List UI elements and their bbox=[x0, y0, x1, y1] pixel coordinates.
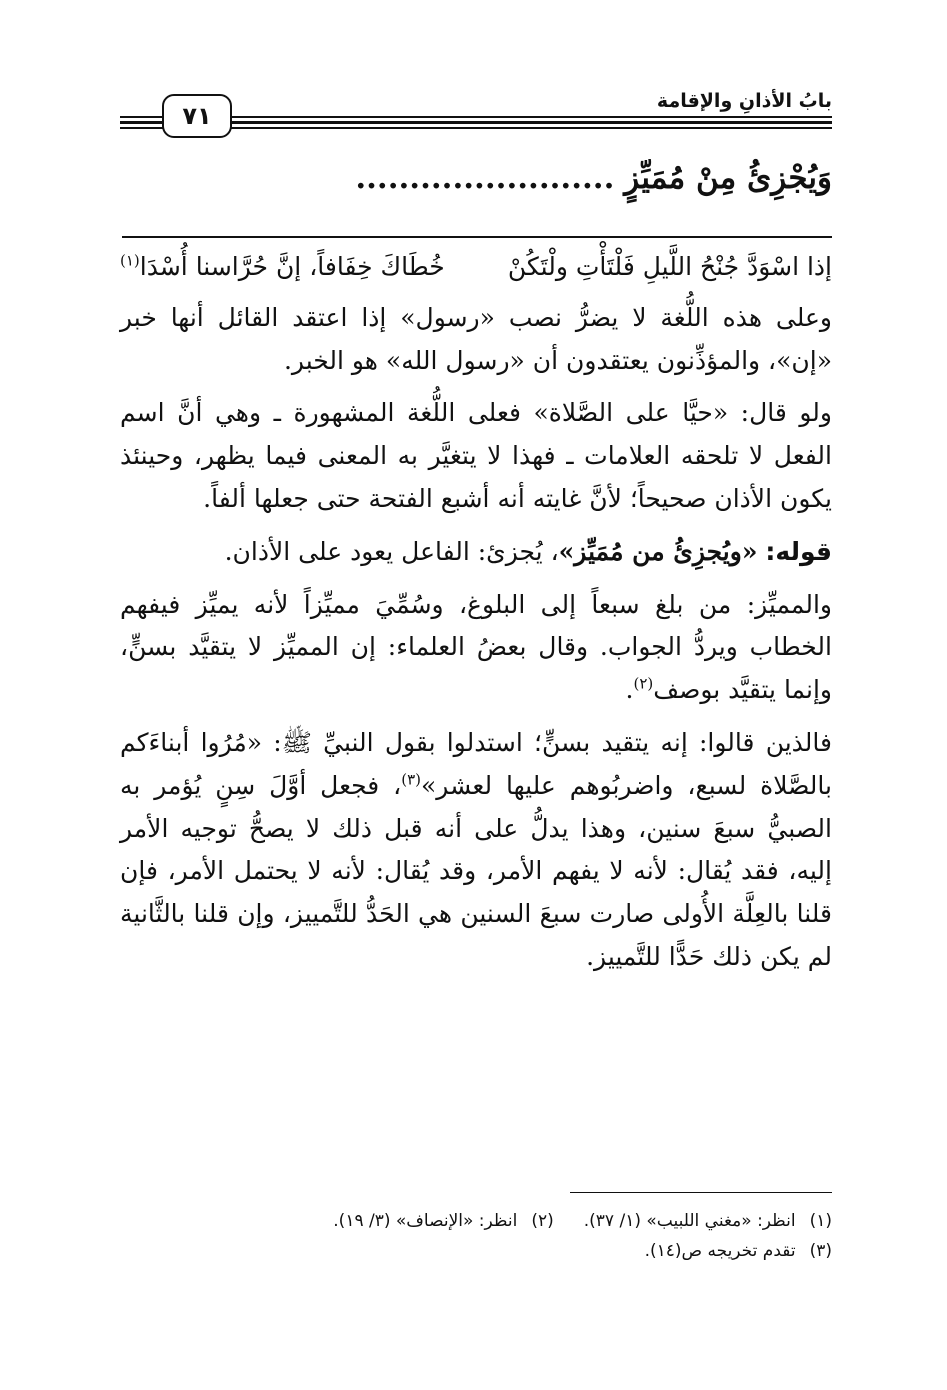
matn-text: وَيُجْزِئُ مِنْ مُمَيِّزٍ bbox=[624, 160, 832, 196]
page-header bbox=[120, 86, 832, 146]
footnote-2: (٢) انظر: «الإنصاف» (٣/ ١٩). bbox=[333, 1211, 554, 1231]
footnote-1: (١) انظر: «مغني اللبيب» (١/ ٣٧). bbox=[583, 1211, 832, 1231]
paragraph-2: ولو قال: «حيَّا على الصَّلاة» فعلى اللُّغة المشهورة ـ وهي أنَّ اسم الفعل لا تلحقه العلامات ـ فهذا لا يتغيَّر به المعنى فيما يظهر، وحينئذ يكون الأذان صحيحاً؛ لأنَّ غايته أنه أشبع الفتحة حتى جعلها ألفاً. bbox=[120, 398, 832, 513]
qawl-keyword: قوله: bbox=[765, 536, 832, 566]
qawl-quote: «ويُجزِئُ من مُمَيِّز» bbox=[558, 536, 758, 566]
commentary-body bbox=[120, 246, 832, 989]
paragraph-5: فالذين قالوا: إنه يتقيد بسنٍّ؛ استدلوا بقول النبيِّ ﷺ: «مُرُوا أبناءَكم بالصَّلاة لسبع، واضربُوهم عليها لعشر»$^{(٣)}$، فجعل أوَّلَ سِنٍ يُؤمر به الصبيُّ سبعَ سنين، وهذا يدلُّ على أنه قبل ذلك لا يصحُّ توجيه الأمر إليه، فقد يُقال: لأنه لا يفهم الأمر، وقد يُقال: لأنه لا يحتمل الأمر، فإن قلنا بالعِلَّة الأُولى صارت سبعَ السنين هي الحَدُّ للتَّمييز، وإن قلنا بالثَّانية لم يكن ذلك حَدًّا للتَّمييز. bbox=[120, 727, 832, 971]
verse-right-hemistich: إذا اسْوَدَّ جُنْحُ اللَّيلِ فَلْتَأْتِ ولْتَكُنْ bbox=[507, 252, 832, 281]
footnote-ref-2: (٢) bbox=[633, 674, 654, 693]
footnote-3: (٣) تقدم تخريجه ص(١٤). bbox=[644, 1241, 832, 1261]
verse-left-hemistich: خُطَاكَ خِفَافاً، إنَّ حُرَّاسنا أُسْدَا$^{(١)}$ bbox=[120, 251, 445, 281]
chapter-title: بابُ الأذانِ والإقامة bbox=[649, 90, 832, 112]
footnote-row bbox=[120, 1206, 832, 1236]
footnote-separator bbox=[570, 1192, 832, 1193]
matn-dots: ........................ bbox=[355, 160, 615, 196]
matn-separator bbox=[122, 236, 832, 238]
poetry-verse bbox=[120, 246, 832, 289]
matn-line bbox=[120, 160, 832, 196]
footnotes bbox=[120, 1206, 832, 1266]
paragraph-3-rest: ، يُجزئ: الفاعل يعود على الأذان. bbox=[224, 536, 559, 566]
footnote-row bbox=[120, 1236, 832, 1266]
page-number: ٧١ bbox=[162, 94, 232, 138]
paragraph-4: والمميِّز: من بلغ سبعاً إلى البلوغ، وسُمِّيَ مميِّزاً لأنه يميِّز فيفهم الخطاب ويردُّ الجواب. وقال بعضُ العلماء: إن المميِّز لا يتقيَّد بسنٍّ، وإنما يتقيَّد بوصف$^{(٢)}$. bbox=[120, 589, 832, 705]
paragraph-1: وعلى هذه اللُّغة لا يضرُّ نصب «رسول» إذا اعتقد القائل أنها خبر «إن»، والمؤذِّنون يعتقدون أن «رسول الله» هو الخبر. bbox=[120, 302, 832, 375]
footnote-ref-1: (١) bbox=[120, 251, 140, 270]
paragraph-3 bbox=[120, 531, 832, 574]
footnote-ref-3: (٣) bbox=[401, 770, 421, 789]
